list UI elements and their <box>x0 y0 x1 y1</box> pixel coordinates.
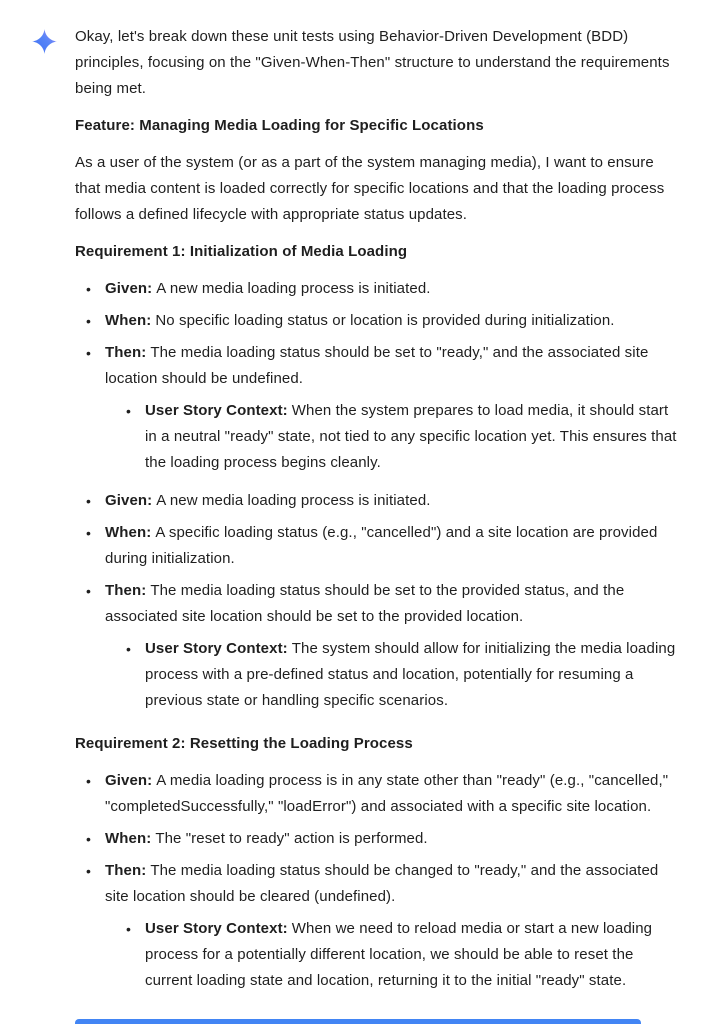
list-item-body <box>145 920 652 989</box>
bullet-icon: • <box>126 641 132 657</box>
list-item-body <box>105 862 658 905</box>
list-item <box>86 826 679 852</box>
list-item <box>86 340 679 482</box>
bullet-list <box>75 768 679 1000</box>
list-item-body <box>105 344 648 387</box>
item-lead: Given: <box>105 280 153 297</box>
list-item-body <box>105 772 668 815</box>
paragraph: As a user of the system (or as a part of the system managing media), I want to ensure that media content is loaded correctly for specific locations and that the loading process follows a defined lifecycle with appropriate status updates. <box>75 154 665 223</box>
list-item-body <box>105 830 428 847</box>
list-item <box>86 578 679 720</box>
item-text: A media loading process is in any state other than "ready" (e.g., "cancelled," "completedSuccessfully," "loadError") and associated with a specific site location. <box>105 772 669 815</box>
list-item-body <box>105 312 615 329</box>
list-item-body <box>105 492 431 509</box>
list-item <box>126 636 679 714</box>
item-text: A specific loading status (e.g., "cancelled") and a site location are provided during initialization. <box>105 524 658 567</box>
list-item <box>126 916 679 994</box>
item-lead: User Story Context: <box>145 920 288 937</box>
item-lead: When: <box>105 312 152 329</box>
nested-bullet-list <box>105 636 679 714</box>
bullet-icon: • <box>86 831 92 847</box>
list-item-body <box>145 402 677 471</box>
item-text: The system should allow for initializing the media loading process with a pre-defined status and location, potentially for resuming a previous state or handling specific scenarios. <box>145 640 676 709</box>
bullet-icon: • <box>126 403 132 419</box>
list-item <box>86 858 679 1000</box>
bullet-icon: • <box>86 525 92 541</box>
bullet-icon: • <box>86 773 92 789</box>
bottom-partial-bar <box>75 1019 641 1024</box>
gemini-sparkle-icon <box>32 29 57 54</box>
item-text: The media loading status should be changed to "ready," and the associated site location should be cleared (undefined). <box>105 862 659 905</box>
item-text: No specific loading status or location is provided during initialization. <box>155 312 615 329</box>
bullet-icon: • <box>126 921 132 937</box>
list-item <box>86 520 679 572</box>
item-lead: Given: <box>105 492 153 509</box>
section-heading: Requirement 1: Initialization of Media Loading <box>75 243 408 260</box>
list-item-body <box>105 524 657 567</box>
bullet-icon: • <box>86 281 92 297</box>
nested-bullet-list <box>105 916 679 994</box>
list-item-body <box>105 582 624 625</box>
item-text: The "reset to ready" action is performed. <box>155 830 428 847</box>
bullet-list <box>75 276 679 720</box>
list-item <box>86 768 679 820</box>
item-lead: Then: <box>105 862 147 879</box>
item-lead: Then: <box>105 582 147 599</box>
bullet-icon: • <box>86 493 92 509</box>
item-lead: User Story Context: <box>145 640 288 657</box>
message-content <box>75 24 679 1011</box>
item-lead: When: <box>105 830 152 847</box>
item-lead: When: <box>105 524 152 541</box>
item-lead: User Story Context: <box>145 402 288 419</box>
item-lead: Then: <box>105 344 147 361</box>
bullet-icon: • <box>86 583 92 599</box>
item-text: The media loading status should be set to "ready," and the associated site location should be undefined. <box>105 344 649 387</box>
list-item <box>86 488 679 514</box>
bullet-icon: • <box>86 863 92 879</box>
item-lead: Given: <box>105 772 153 789</box>
nested-bullet-list <box>105 398 679 476</box>
list-item-body <box>105 280 431 297</box>
list-item-body <box>145 640 675 709</box>
item-text: A new media loading process is initiated. <box>156 492 431 509</box>
bullet-icon: • <box>86 313 92 329</box>
paragraph: Okay, let's break down these unit tests using Behavior-Driven Development (BDD) principles, focusing on the "Given-When-Then" structure to understand the requirements being met. <box>75 28 670 97</box>
list-item <box>126 398 679 476</box>
item-text: When the system prepares to load media, it should start in a neutral "ready" state, not tied to any specific location yet. This ensures that the loading process begins cleanly. <box>145 402 677 471</box>
item-text: The media loading status should be set to the provided status, and the associated site location should be set to the provided location. <box>105 582 625 625</box>
item-text: A new media loading process is initiated. <box>156 280 431 297</box>
list-item <box>86 308 679 334</box>
item-text: When we need to reload media or start a new loading process for a potentially different location, we should be able to reset the current loading state and location, returning it to the initial "ready" state. <box>145 920 653 989</box>
bullet-icon: • <box>86 345 92 361</box>
section-heading: Requirement 2: Resetting the Loading Process <box>75 735 413 752</box>
list-item <box>86 276 679 302</box>
section-heading: Feature: Managing Media Loading for Specific Locations <box>75 117 484 134</box>
